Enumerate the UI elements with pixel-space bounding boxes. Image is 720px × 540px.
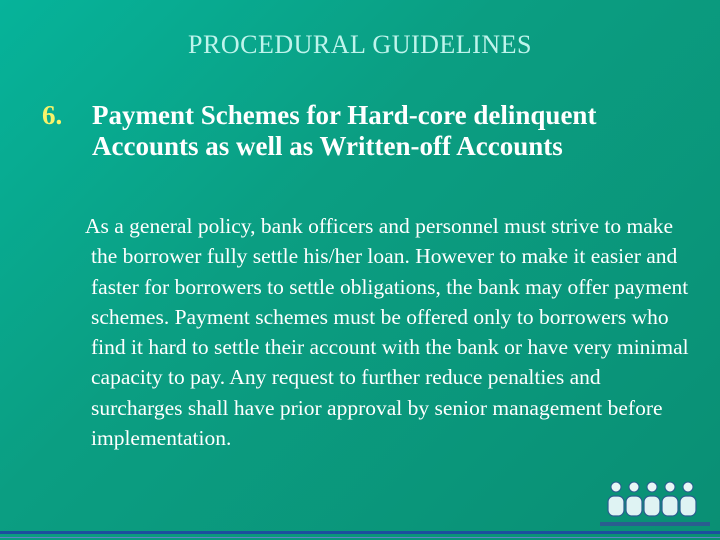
section-heading: [42, 100, 692, 162]
body-paragraph: As a general policy, bank officers and personnel must strive to make the borrower fully settle his/her loan. However to make it easier and faster for borrowers to settle obligations, the bank may offer payment schemes. Payment schemes must be offered only to borrowers who find it hard to settle their account with the bank or have very minimal capacity to pay. Any request to further reduce penalties and surcharges shall have prior approval by senior management before implementation.: [85, 214, 689, 451]
slide-title: PROCEDURAL GUIDELINES: [188, 30, 532, 59]
people-logo-icon: [594, 478, 714, 530]
footer-divider-thin: [0, 537, 720, 538]
footer-divider: [0, 531, 720, 534]
heading-text: Payment Schemes for Hard-core delinquent Accounts as well as Written-off Accounts: [92, 100, 597, 161]
heading-number: 6.: [42, 100, 63, 130]
